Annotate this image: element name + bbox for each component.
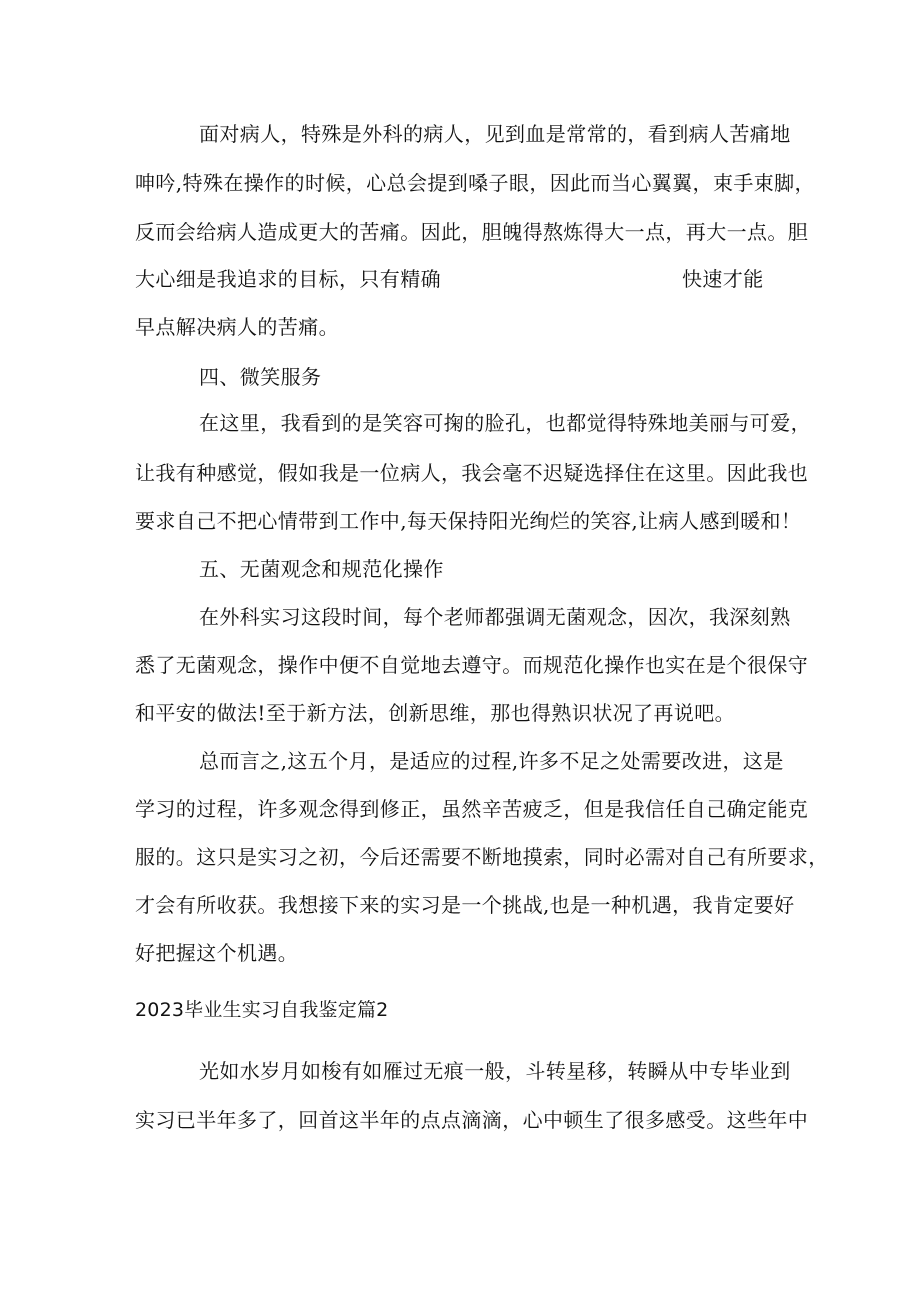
paragraph-line: 大心细是我追求的目标，只有精确 — [135, 267, 441, 291]
paragraph-line: 实习已半年多了，回首这半年的点点滴滴，心中顿生了很多感受。这些年中 — [135, 1108, 809, 1132]
paragraph-line: 才会有所收获。我想接下来的实习是一个挑战,也是一种机遇，我肯定要好 — [135, 893, 795, 917]
paragraph-line: 总而言之,这五个月，是适应的过程,许多不足之处需要改进，这是 — [199, 749, 784, 773]
paragraph-line: 悉了无菌观念，操作中便不自觉地去遵守。而规范化操作也实在是个很保守 — [135, 653, 809, 677]
section-heading-aseptic: 五、无菌观念和规范化操作 — [199, 557, 444, 581]
paragraph-line: 学习的过程，许多观念得到修正，虽然辛苦疲乏，但是我信任自己确定能克 — [135, 797, 809, 821]
paragraph-line: 好把握这个机遇。 — [135, 941, 299, 965]
paragraph-line: 服的。这只是实习之初，今后还需要不断地摸索，同时必需对自己有所要求， — [135, 845, 829, 869]
paragraph-line: 面对病人，特殊是外科的病人，见到血是常常的，看到病人苦痛地 — [199, 122, 791, 146]
paragraph-line: 早点解决病人的苦痛。 — [135, 315, 339, 339]
paragraph-line: 让我有种感觉，假如我是一位病人，我会毫不迟疑选择住在这里。因此我也 — [135, 461, 809, 485]
paragraph-line: 光如水岁月如梭有如雁过无痕一般，斗转星移，转瞬从中专毕业到 — [199, 1059, 791, 1083]
paragraph-line: 在外科实习这段时间，每个老师都强调无菌观念，因次，我深刻熟 — [199, 605, 791, 629]
paragraph-line-fragment: 快速才能 — [682, 267, 764, 291]
paragraph-line: 要求自己不把心情带到工作中,每天保持阳光绚烂的笑容,让病人感到暖和！ — [135, 509, 802, 533]
paragraph-line: 呻吟,特殊在操作的时候，心总会提到嗓子眼，因此而当心翼翼，束手束脚， — [135, 171, 815, 195]
section-heading-smile-service: 四、微笑服务 — [199, 365, 322, 389]
paragraph-line: 反而会给病人造成更大的苦痛。因此，胆魄得熬炼得大一点，再大一点。胆 — [135, 220, 809, 244]
paragraph-line: 在这里，我看到的是笑容可掬的脸孔，也都觉得特殊地美丽与可爱， — [199, 411, 811, 435]
article-heading: 2023毕业生实习自我鉴定篇2 — [135, 999, 389, 1021]
paragraph-line: 和平安的做法!至于新方法，创新思维，那也得熟识状况了再说吧。 — [135, 701, 736, 725]
